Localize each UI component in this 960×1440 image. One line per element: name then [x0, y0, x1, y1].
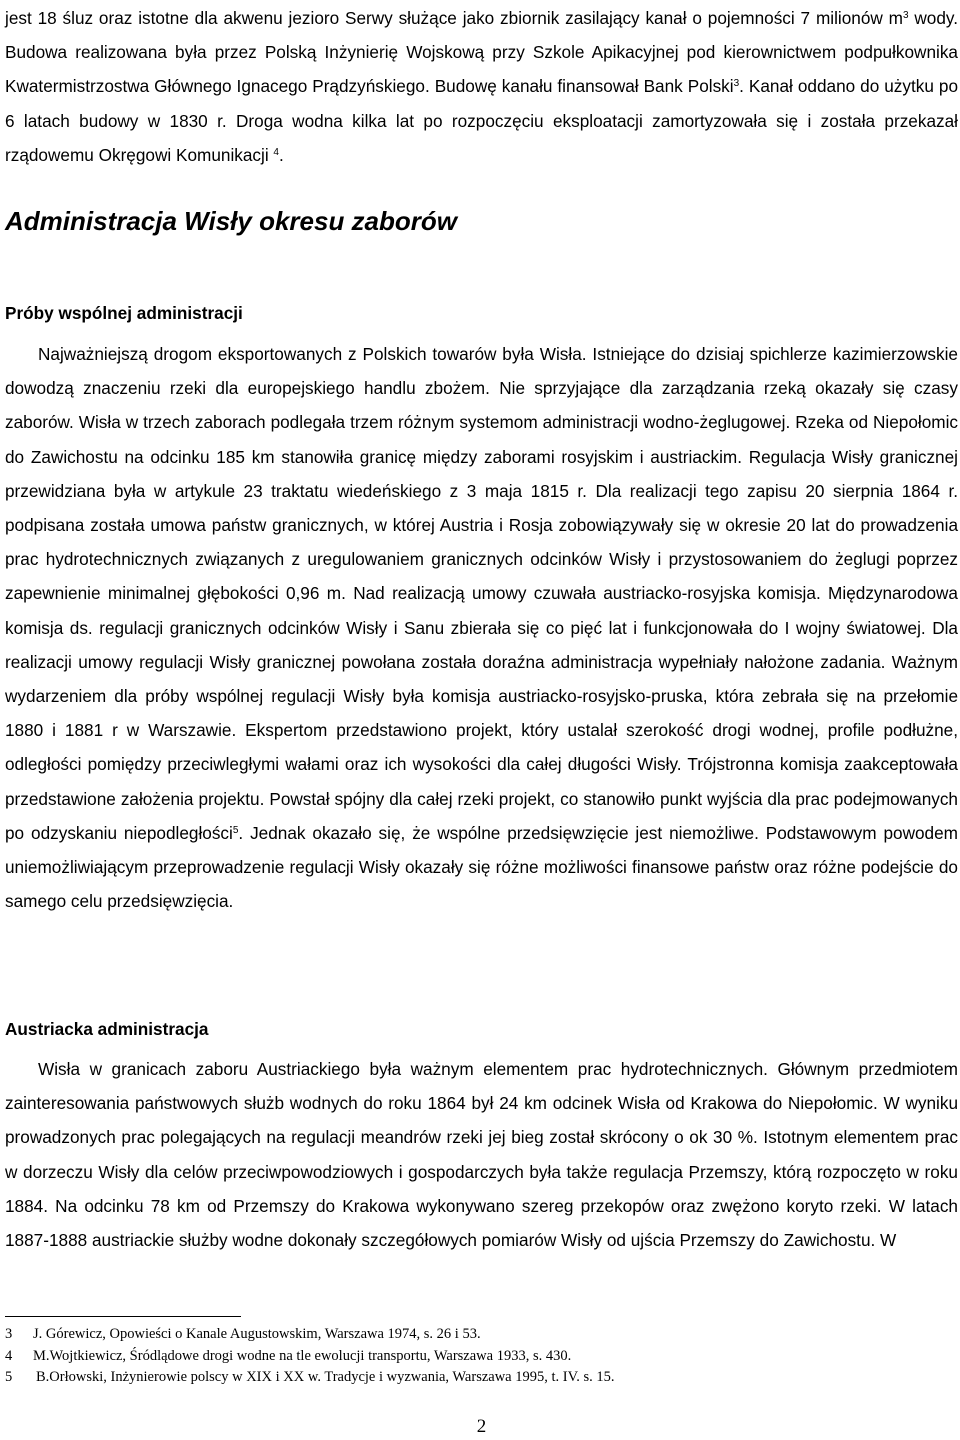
- cubic-superscript: 3: [902, 10, 909, 21]
- section-title: Austriacka administracja: [5, 1019, 209, 1039]
- footnote-number: 3: [5, 1326, 13, 1342]
- intro-paragraph: [5, 0, 958, 172]
- section-paragraph: Wisła w granicach zaboru Austriackiego była ważnym elementem prac hydrotechnicznych. Głównym przedmiotem zainteresowania państwowych służb wodnych do roku 1864 był 24 km odcinek Wisła od Krakowa do Niepołomic. W wyniku prowadzonych prac polegających na regulacji meandrów rzeki jej bieg został skrócony o ok 30 %. Istotnym elementem prac w dorzeczu Wisły dla celów przeciwpowodziowych i gospodarczych była także regulacja Przemszy, którą rozpoczęto w roku 1884. Na odcinku 78 km od Przemszy do Krakowa wykonywano szereg przekopów oraz zwężono koryto rzeki. W latach 1887-1888 austriackie służby wodne dokonały szczegółowych pomiarów Wisły od ujścia Przemszy do Zawichostu. W: [5, 1059, 958, 1251]
- footnotes: [5, 1324, 614, 1389]
- intro-text-3: . Kanał oddano do użytku po 6 latach budowy w 1830 r. Droga wodna kilka lat po rozpoczęciu eksploatacji zamortyzowała się i została przekazał rządowemu Okręgowi Komunikacji: [5, 76, 958, 165]
- document-page: [5, 0, 958, 1437]
- intro-text-4: .: [278, 144, 284, 165]
- footnote-number: 5: [5, 1369, 13, 1385]
- page-number: 2: [476, 1416, 487, 1437]
- footnote-item: [5, 1324, 614, 1346]
- section-austrian-administration: [5, 1018, 958, 1257]
- footnote-text: J. Górewicz, Opowieści o Kanale Augustowskim, Warszawa 1974, s. 26 i 53.: [33, 1326, 481, 1342]
- section-paragraph: [5, 337, 958, 918]
- footnote-ref-3[interactable]: 3: [733, 78, 740, 90]
- footnote-item: [5, 1367, 614, 1389]
- footnote-text: B.Orłowski, Inżynierowie polscy w XIX i XX w. Tradycje i wyzwania, Warszawa 1995, t. IV. s. 15.: [36, 1369, 615, 1385]
- footnote-ref-5[interactable]: 5: [232, 824, 239, 836]
- section-joint-administration: [5, 302, 958, 918]
- intro-text-2: wody. Budowa realizowana była przez Polską Inżynierię Wojskową przy Szkole Apikacyjnej pod kierownictwem podpułkownika Kwatermistrzostwa Głównego Ignacego Prądzyńskiego. Budowę kanału finansował Bank Polski: [5, 8, 958, 97]
- footnote-item: [5, 1346, 614, 1368]
- footnote-number: 4: [5, 1347, 13, 1364]
- intro-text-1: jest 18 śluz oraz istotne dla akwenu jezioro Serwy służące jako zbiornik zasilający kanał o pojemności 7 milionów m: [5, 8, 903, 28]
- section-text-1: Najważniejszą drogom eksportowanych z Polskich towarów była Wisła. Istniejące do dzisiaj spichlerze kazimierzowskie dowodzą znaczeniu rzeki dla europejskiego handlu zbożem. Nie sprzyjające dla zarządzania rzeką okazały się czasy zaborów. Wisła w trzech zaborach podlegała trzem różnym systemom administracji wodno-żeglugowej. Rzeka od Niepołomic do Zawichostu na odcinku 185 km stanowiła granicę między zaborami rosyjskim i austriackim. Regulacja Wisły granicznej przewidziana była w artykule 23 traktatu wiedeńskiego z 3 maja 1815 r. Dla realizacji tego zapisu 20 sierpnia 1864 r. podpisana została umowa państw granicznych, w której Austria i Rosja zobowiązywały się w okresie 20 lat do prowadzenia prac hydrotechnicznych związanych z uregulowaniem granicznych odcinków Wisły i przystosowaniem do żeglugi poprzez zapewnienie minimalnej głębokości 0,96 m. Nad realizacją umowy czuwała austriacko-rosyjska komisja. Międzynarodowa komisja ds. regulacji granicznych odcinków Wisły i Sanu zbierała się co pięć lat i funkcjonowała do I wojny światowej. Dla realizacji umowy regulacji Wisły granicznej powołana została doraźna administracja wypełniały nałożone zadania. Ważnym wydarzeniem dla próby wspólnej regulacji Wisły była komisja austriacko-rosyjsko-pruska, która zebrała się na przełomie 1880 i 1881 r w Warszawie. Ekspertom przedstawiono projekt, który ustalał szerokość drogi wodnej, profile podłużne, odległości pomiędzy przeciwległymi wałami oraz ich wysokości dla całej długości Wisły. Trójstronna komisja zaakceptowała przedstawione założenia projektu. Powstał spójny dla całej rzeki projekt, co stanowiło punkt wyjścia dla prac podejmowanych po odzyskaniu niepodległości: [5, 344, 958, 843]
- section-text-2: . Jednak okazało się, że wspólne przedsięwzięcie jest niemożliwe. Podstawowym powodem uniemożliwiającym przeprowadzenie regulacji Wisły okazały się różne możliwości finansowe państw oraz różne podejście do samego celu przedsięwzięcia.: [5, 822, 958, 912]
- section-title: Próby wspólnej administracji: [5, 303, 243, 323]
- footnote-ref-4[interactable]: 4: [273, 146, 279, 158]
- footnote-separator: [5, 1316, 241, 1317]
- footnote-text: M.Wojtkiewicz, Śródlądowe drogi wodne na tle ewolucji transportu, Warszawa 1933, s. 430.: [33, 1347, 572, 1364]
- chapter-heading: Administracja Wisły okresu zaborów: [5, 206, 458, 236]
